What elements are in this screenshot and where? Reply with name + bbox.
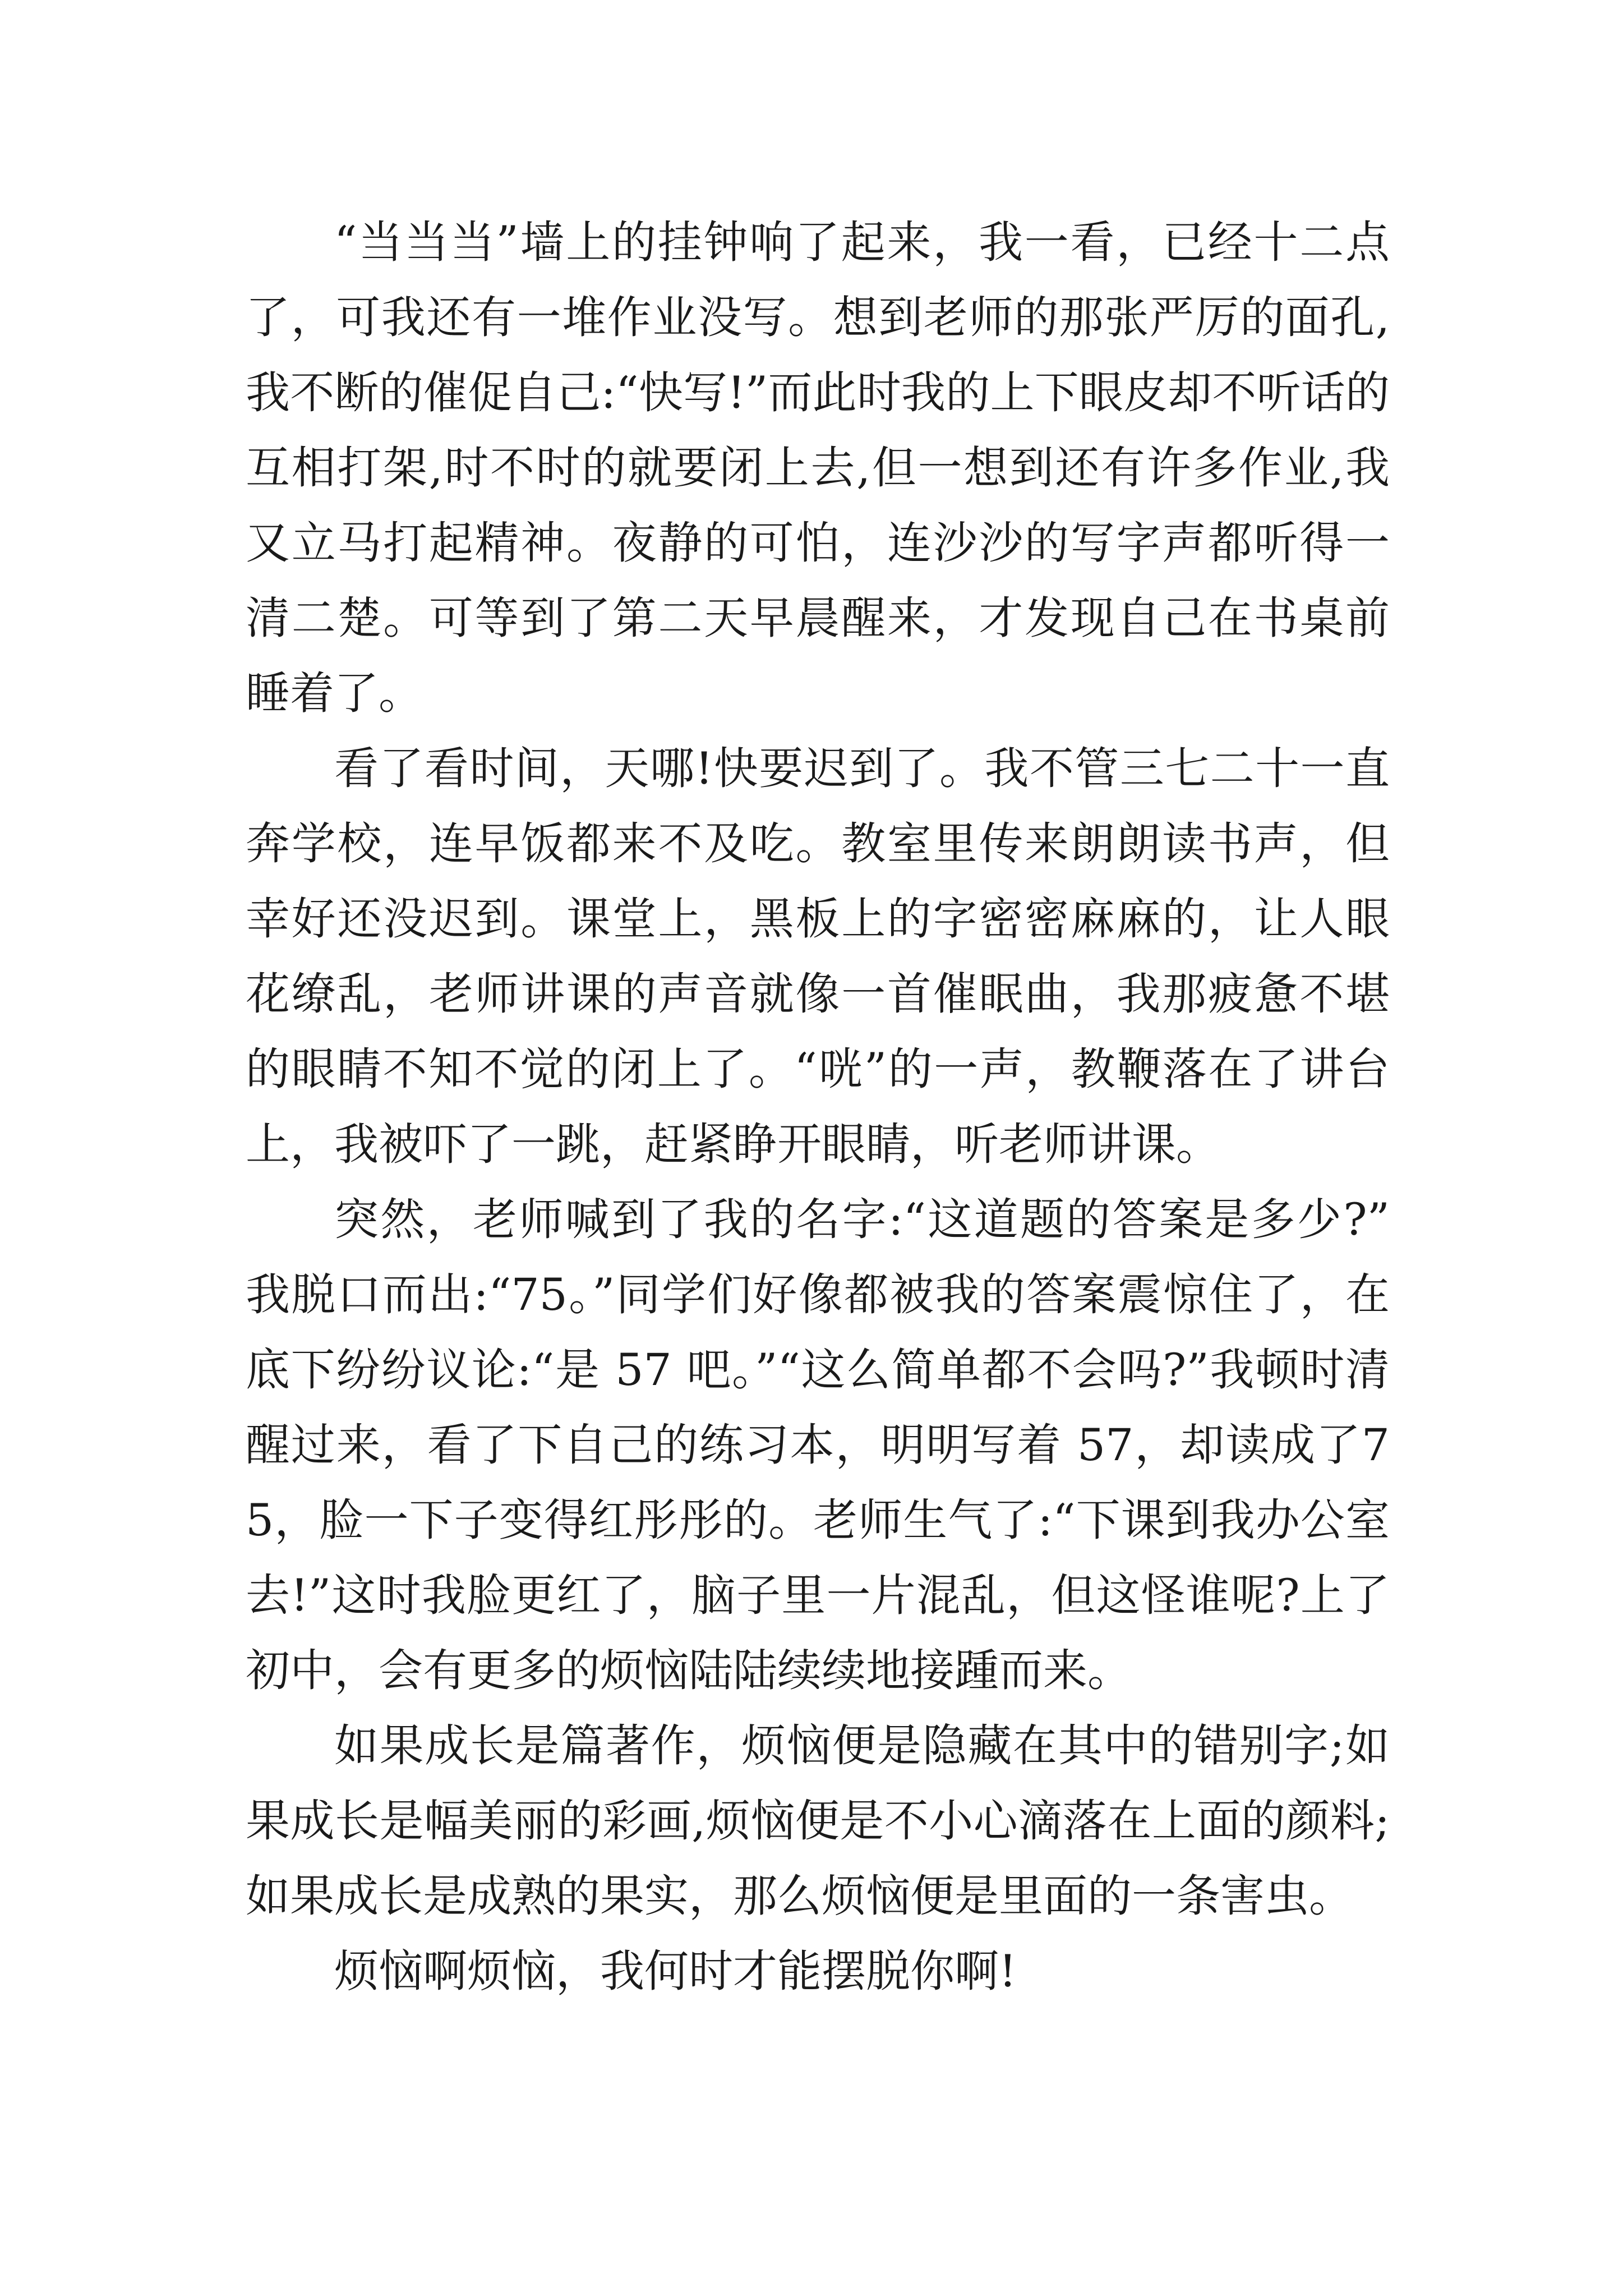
paragraph-1: “当当当”墙上的挂钟响了起来，我一看，已经十二点了，可我还有一堆作业没写。想到老师的那张严厉的面孔,我不断的催促自己:“快写!”而此时我的上下眼皮却不听话的互相打架,时不时的就要闭上去,但一想到还有许多作业,我又立马打起精神。夜静的可怕，连沙沙的写字声都听得一清二楚。可等到了第二天早晨醒来，才发现自己在书桌前睡着了。 <box>246 217 1390 719</box>
essay-body <box>246 205 1390 2009</box>
paragraph-4: 如果成长是篇著作，烦恼便是隐藏在其中的错别字;如果成长是幅美丽的彩画,烦恼便是不小心滴落在上面的颜料;如果成长是成熟的果实，那么烦恼便是里面的一条害虫。 <box>246 1720 1390 1922</box>
paragraph-2: 看了看时间，天哪!快要迟到了。我不管三七二十一直奔学校，连早饭都来不及吃。教室里传来朗朗读书声，但幸好还没迟到。课堂上，黑板上的字密密麻麻的，让人眼花缭乱，老师讲课的声音就像一首催眠曲，我那疲惫不堪的眼睛不知不觉的闭上了。“咣”的一声，教鞭落在了讲台上，我被吓了一跳，赶紧睁开眼睛，听老师讲课。 <box>246 743 1390 1170</box>
paragraph-5: 烦恼啊烦恼，我何时才能摆脱你啊! <box>334 1945 1017 1997</box>
paragraph-3: 突然，老师喊到了我的名字:“这道题的答案是多少?”我脱口而出:“75。”同学们好像都被我的答案震惊住了，在底下纷纷议论:“是 57 吧。”“这么简单都不会吗?”我顿时清醒过来，看了下自己的练习本，明明写着 57，却读成了75，脸一下子变得红彤彤的。老师生气了:“下课到我办公室去!”这时我脸更红了，脑子里一片混乱，但这怪谁呢?上了初中，会有更多的烦恼陆陆续续地接踵而来。 <box>246 1194 1390 1696</box>
